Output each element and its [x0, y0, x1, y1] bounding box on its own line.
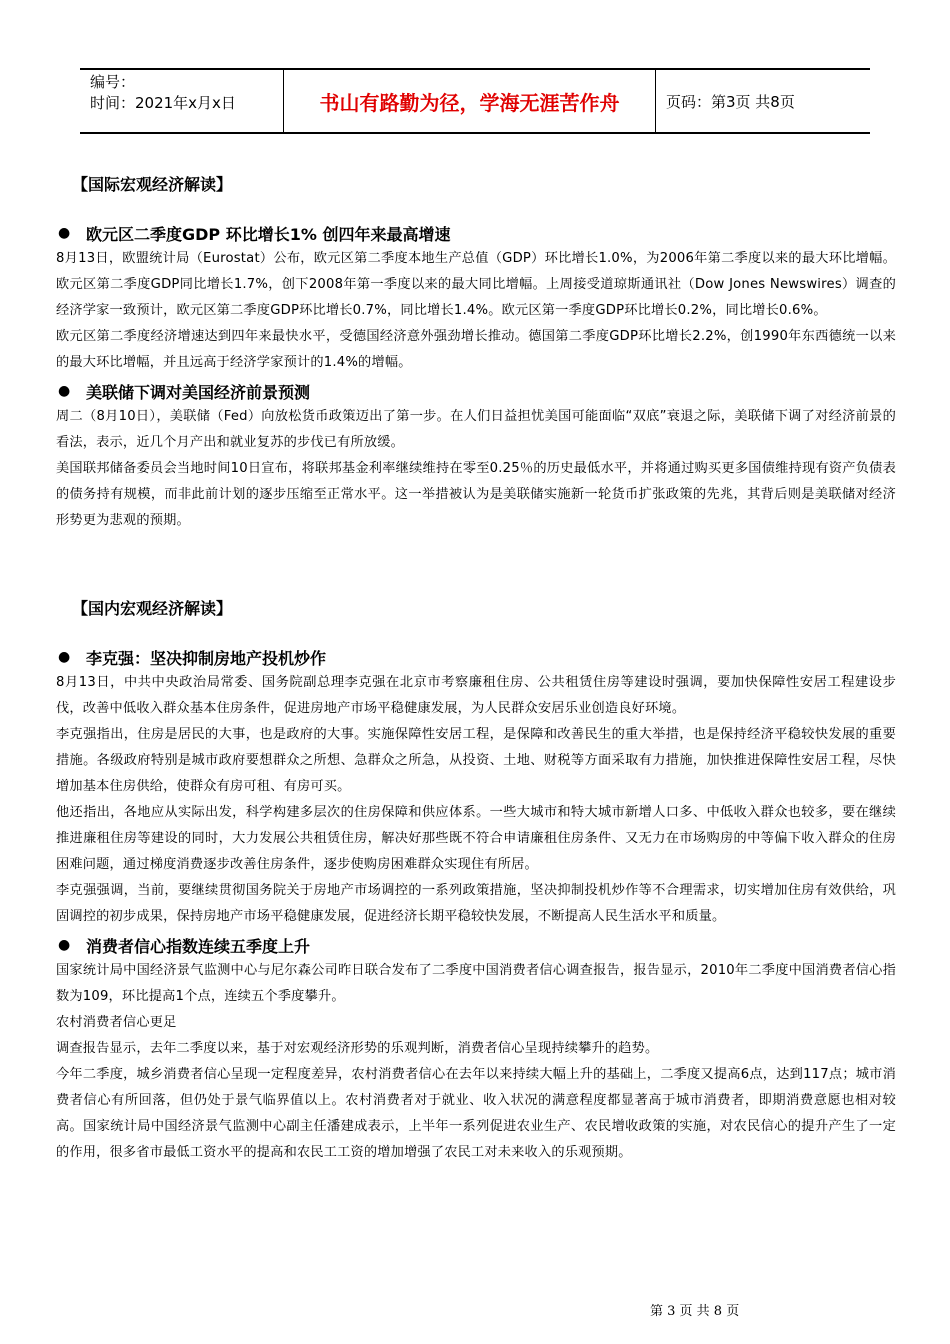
bullet-icon: ●	[58, 649, 71, 665]
page-label: 页码：第3页 共8页	[666, 92, 795, 111]
paragraph: 他还指出，各地应从实际出发，科学构建多层次的住房保障和供应体系。一些大城市和特大城市新增人口多、中低收入群众也较多，要在继续推进廉租住房等建设的同时，大力发展公共租赁住房，解决好那些既不符合申请廉租住房条件、又无力在市场购房的中等偏下收入群众的住房困难问题，通过梯度消费逐步改善住房条件，逐步使购房困难群众实现住有所居。	[56, 805, 896, 872]
headline-text: 李克强：坚决抑制房地产投机炒作	[86, 648, 327, 668]
paragraph: 8月13日，中共中央政治局常委、国务院副总理李克强在北京市考察廉租住房、公共租赁住房等建设时强调，要加快保障性安居工程建设步伐，改善中低收入群众基本住房条件，促进房地产市场平稳健康发展，为人民群众安居乐业创造良好环境。	[56, 675, 896, 716]
headline-text: 欧元区二季度GDP 环比增长1% 创四年来最高增速	[86, 224, 451, 244]
bullet-icon: ●	[58, 225, 71, 241]
headline-text: 美联储下调对美国经济前景预测	[86, 382, 311, 402]
number-label: 编号：	[90, 73, 136, 91]
motto: 书山有路勤为径，学海无涯苦作舟	[319, 90, 620, 115]
paragraph: 李克强强调，当前，要继续贯彻国务院关于房地产市场调控的一系列政策措施，坚决抑制投机炒作等不合理需求，切实增加住房有效供给，巩固调控的初步成果，保持房地产市场平稳健康发展，促进经济长期平稳较快发展，不断提高人民生活水平和质量。	[56, 883, 896, 924]
paragraph: 周二（8月10日），美联储（Fed）向放松货币政策迈出了第一步。在人们日益担忧美国可能面临“双底”衰退之际，美联储下调了对经济前景的看法，表示，近几个月产出和就业复苏的步伐已有所放缓。	[56, 409, 896, 450]
section-title-domestic: 【国内宏观经济解读】	[72, 599, 233, 618]
header-motto-cell	[283, 70, 656, 132]
page-footer: 第 3 页 共 8 页	[650, 1304, 740, 1319]
section-title-international: 【国际宏观经济解读】	[72, 175, 233, 194]
headline-consumer-confidence	[56, 932, 896, 958]
paragraph: 李克强指出，住房是居民的大事，也是政府的大事。实施保障性安居工程，是保障和改善民生的重大举措，也是保持经济平稳较快发展的重要措施。各级政府特别是城市政府要想群众之所想、急群众之所急，从投资、土地、财税等方面采取有力措施，加快推进保障性安居工程，尽快增加基本住房供给，使群众有房可租、有房可买。	[56, 727, 896, 794]
time-label: 时间：2021年x月x日	[90, 94, 236, 112]
header-table	[80, 68, 870, 134]
headline-housing	[56, 644, 896, 670]
paragraph: 农村消费者信心更足	[56, 1015, 177, 1030]
bullet-icon: ●	[58, 383, 71, 399]
header-meta	[80, 70, 283, 132]
document-body	[56, 160, 896, 1166]
headline-text: 消费者信心指数连续五季度上升	[86, 936, 311, 956]
headline-eurozone-gdp	[56, 220, 896, 246]
paragraph: 8月13日，欧盟统计局（Eurostat）公布，欧元区第二季度本地生产总值（GDP）环比增长1.0%，为2006年第二季度以来的最大环比增幅。欧元区第二季度GDP同比增长1.7%，创下2008年第一季度以来的最大同比增幅。上周接受道琼斯通讯社（Dow Jones Newswires）调查的经济学家一致预计，欧元区第二季度GDP环比增长0.7%，同比增长1.4%。欧元区第一季度GDP环比增长0.2%，同比增长0.6%。	[56, 251, 896, 318]
paragraph: 调查报告显示，去年二季度以来，基于对宏观经济形势的乐观判断，消费者信心呈现持续攀升的趋势。	[56, 1041, 659, 1056]
paragraph: 美国联邦储备委员会当地时间10日宣布，将联邦基金利率继续维持在零至0.25％的历史最低水平，并将通过购买更多国债维持现有资产负债表的债务持有规模，而非此前计划的逐步压缩至正常水平。这一举措被认为是美联储实施新一轮货币扩张政策的先兆，其背后则是美联储对经济形势更为悲观的预期。	[56, 461, 896, 528]
bullet-icon: ●	[58, 937, 71, 953]
header-page-cell	[656, 70, 870, 132]
paragraph: 欧元区第二季度经济增速达到四年来最快水平，受德国经济意外强劲增长推动。德国第二季度GDP环比增长2.2%，创1990年东西德统一以来的最大环比增幅，并且远高于经济学家预计的1.4%的增幅。	[56, 329, 896, 370]
headline-fed-forecast	[56, 378, 896, 404]
paragraph: 国家统计局中国经济景气监测中心与尼尔森公司昨日联合发布了二季度中国消费者信心调查报告，报告显示，2010年二季度中国消费者信心指数为109，环比提高1个点，连续五个季度攀升。	[56, 963, 896, 1004]
paragraph: 今年二季度，城乡消费者信心呈现一定程度差异，农村消费者信心在去年以来持续大幅上升的基础上，二季度又提高6点，达到117点；城市消费者信心有所回落，但仍处于景气临界值以上。农村消费者对于就业、收入状况的满意程度都显著高于城市消费者，即期消费意愿也相对较高。国家统计局中国经济景气监测中心副主任潘建成表示，上半年一系列促进农业生产、农民增收政策的实施，对农民信心的提升产生了一定的作用，很多省市最低工资水平的提高和农民工工资的增加增强了农民工对未来收入的乐观预期。	[56, 1067, 896, 1160]
